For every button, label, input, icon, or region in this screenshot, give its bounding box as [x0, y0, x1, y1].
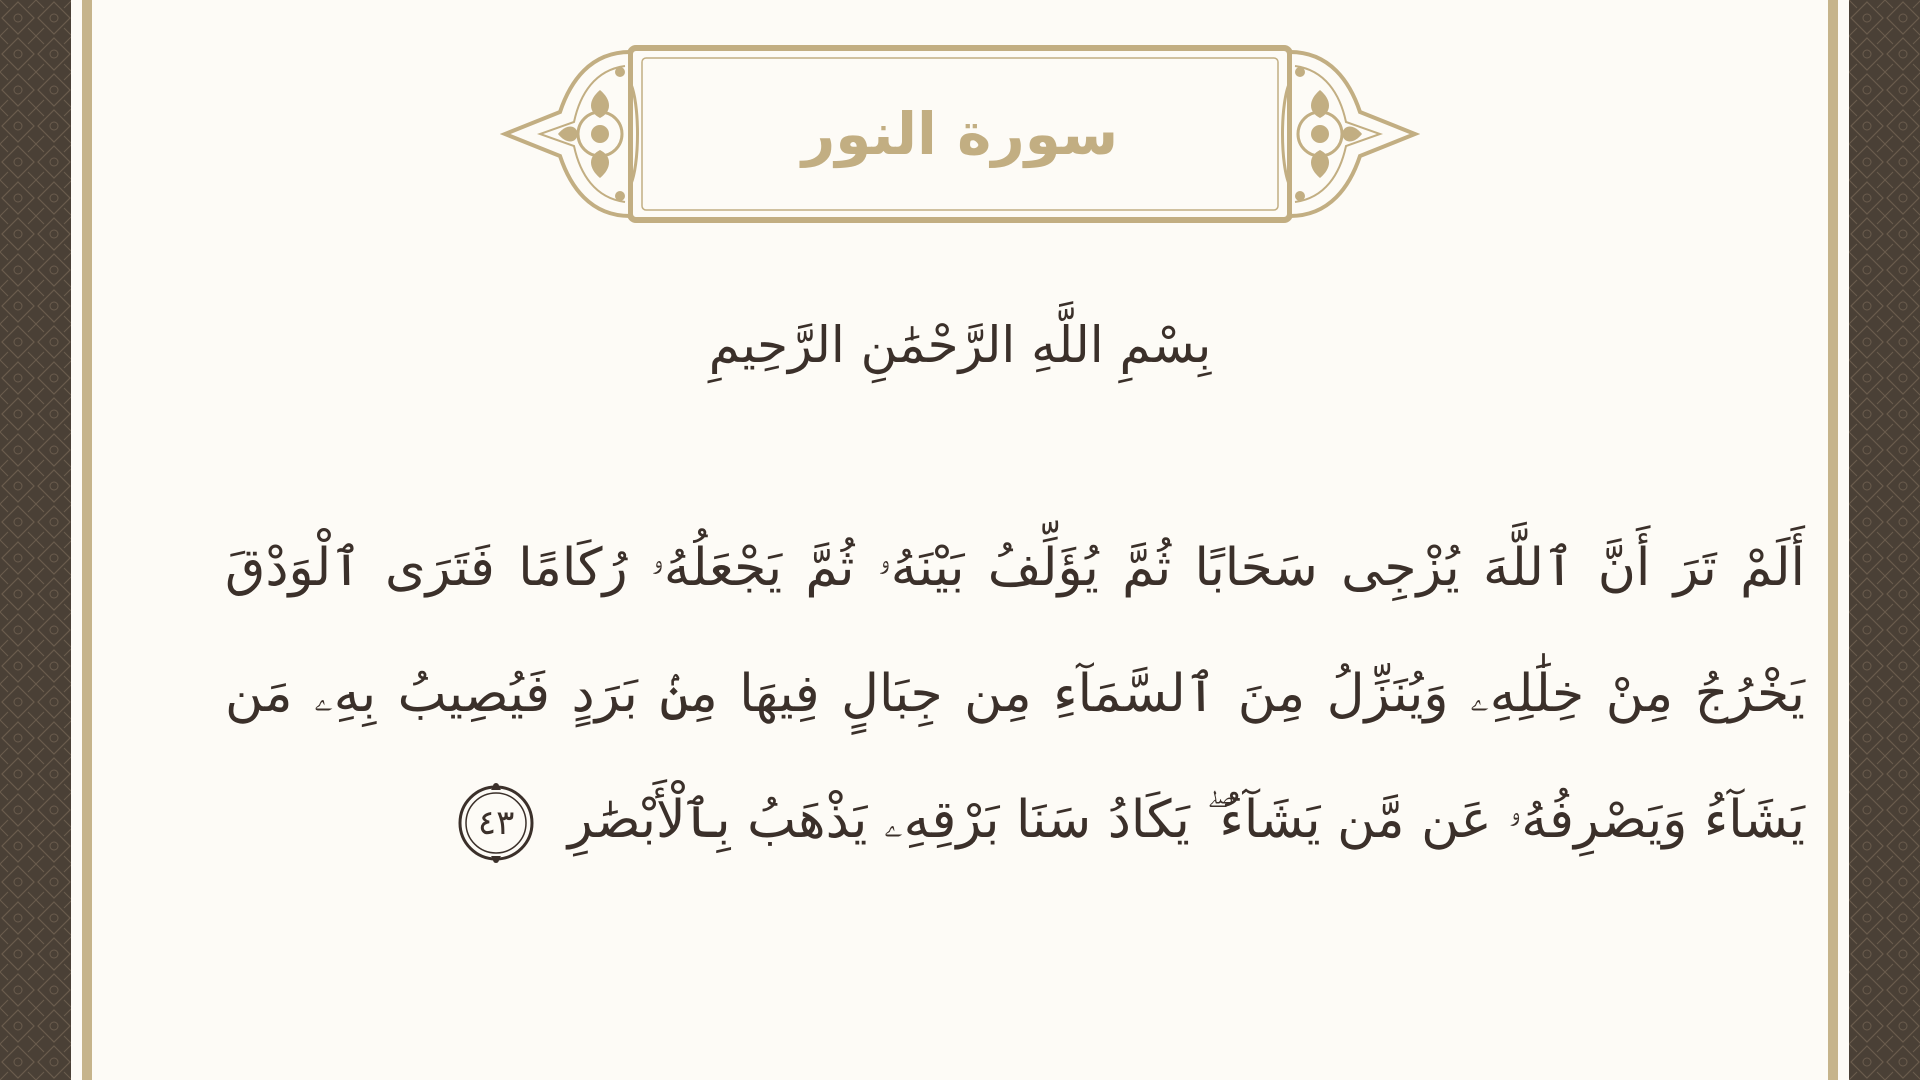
left-pattern-border: [0, 0, 71, 1080]
right-pattern-border: [1849, 0, 1920, 1080]
right-gold-rule: [1828, 0, 1838, 1080]
surah-title-frame: [500, 42, 1420, 226]
verse-text: أَلَمْ تَرَ أَنَّ ٱللَّهَ يُزْجِى سَحَابًا ثُمَّ يُؤَلِّفُ بَيْنَهُۥ ثُمَّ يَجْعَلُهُۥ رُكَامًا فَتَرَى ٱلْوَدْقَ يَخْرُجُ مِنْ خِلَٰلِهِۦ وَيُنَزِّلُ مِنَ ٱلسَّمَآءِ مِن جِبَالٍ فِيهَا مِنۢ بَرَدٍ فَيُصِيبُ بِهِۦ مَن يَشَآءُ وَيَصْرِفُهُۥ عَن مَّن يَشَآءُ ۖ يَكَادُ سَنَا بَرْقِهِۦ يَذْهَبُ بِٱلْأَبْصَٰرِ: [225, 538, 1805, 850]
ayah-number: ٤٣: [477, 803, 515, 843]
basmala: بِسْمِ اللَّهِ الرَّحْمَٰنِ الرَّحِيمِ: [708, 316, 1212, 374]
geometric-pattern-icon: [1849, 0, 1920, 1080]
geometric-pattern-icon: [0, 0, 71, 1080]
left-gold-rule: [82, 0, 92, 1080]
verse-text-block: [225, 505, 1805, 985]
ayah-end-marker: [455, 782, 537, 864]
surah-title: سورة النور: [801, 100, 1119, 168]
